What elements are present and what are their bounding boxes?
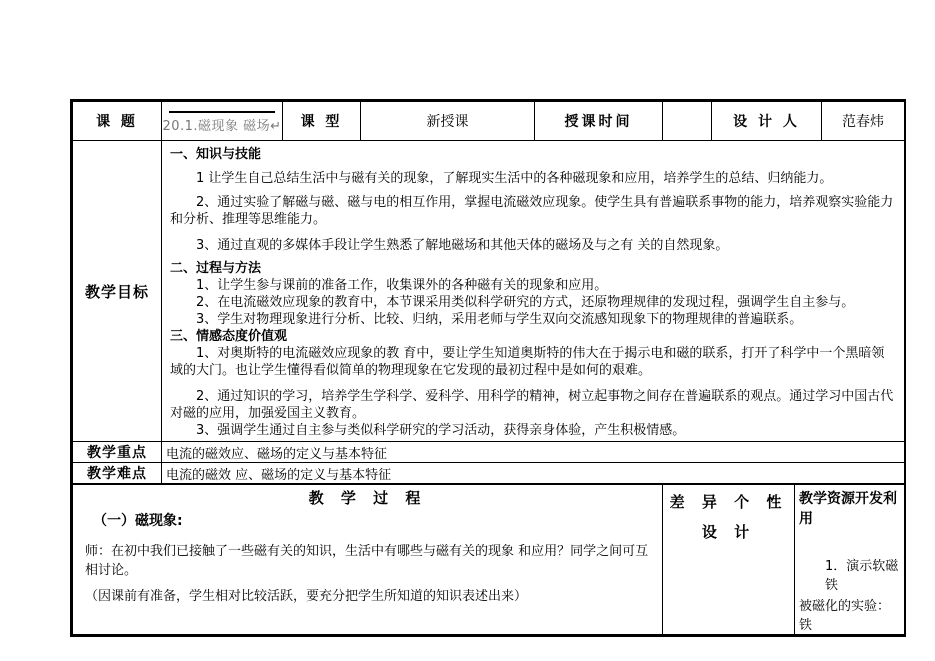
goals-section-2: 二、过程与方法 — [170, 261, 262, 276]
resources-line: 被磁化的实验：铁 — [799, 599, 891, 633]
resources-title: 教学资源开发利用 — [799, 491, 897, 527]
goals-paragraph: 1、对奥斯特的电流磁效应现象的教 育中，要让学生知道奥斯特的伟大在于揭示电和磁的联系，打开了科学中一个黑暗领域的大门。也让学生懂得看似简单的物理现象在它发现的最初过程中是如何的艰难。 — [170, 346, 885, 378]
goals-content — [162, 141, 905, 442]
lesson-type-value: 新授课 — [361, 102, 535, 141]
differentiation-title-line2: 设 计 — [701, 523, 756, 541]
header-row — [73, 102, 905, 141]
goals-paragraph: 2、通过知识的学习，培养学生学科学、爱科学、用科学的精神，树立起事物之间存在普遍联系的观点。通过学习中国古代对磁的应用，加强爱国主义教育。 — [170, 389, 894, 421]
course-title-cell — [162, 102, 283, 141]
goals-paragraph: 3、强调学生通过自主参与类似科学研究的学习活动，获得亲身体验，产生积极情感。 — [196, 423, 686, 438]
goals-paragraph: 1 让学生自己总结生活中与磁有关的现象，了解现实生活中的各种磁现象和应用，培养学生的总结、归纳能力。 — [196, 171, 833, 186]
course-title: 20.1.磁现象 磁场↵ — [162, 118, 282, 134]
goals-label: 教学目标 — [73, 141, 162, 442]
resources-cell — [795, 485, 905, 635]
difficulties-value: 电流的磁效 应、磁场的定义与基本特征 — [162, 463, 905, 484]
key-points-value: 电流的磁效应、磁场的定义与基本特征 — [162, 442, 905, 463]
key-points-row — [73, 442, 905, 463]
difficulties-label: 教学难点 — [73, 463, 162, 484]
info-table — [72, 101, 905, 484]
teaching-time-label: 授课时间 — [535, 102, 663, 141]
key-points-label: 教学重点 — [73, 442, 162, 463]
differentiation-cell — [663, 485, 795, 635]
process-row — [73, 485, 905, 635]
designer-name: 范春炜 — [822, 102, 905, 141]
differentiation-title-line1: 差 异 个 性 — [669, 493, 788, 511]
resources-line: 1．演示软磁铁 — [825, 559, 899, 593]
goals-paragraph: 3、学生对物理现象进行分析、比较、归纳，采用老师与学生双向交流感知现象下的物理规律的普遍联系。 — [196, 312, 803, 327]
teaching-time-value — [663, 102, 712, 141]
process-teacher-line: 师：在初中我们已接触了一些磁有关的知识，生活中有哪些与磁有关的现象 和应用？同学之间可互相讨论。 — [85, 544, 649, 578]
lesson-type-label: 课 型 — [283, 102, 361, 141]
course-label: 课 题 — [73, 102, 162, 141]
difficulties-row — [73, 463, 905, 484]
goals-row — [73, 141, 905, 442]
process-note-line: （因课前有准备，学生相对比较活跃，要充分把学生所知道的知识表述出来） — [85, 589, 528, 604]
teaching-process-cell — [73, 485, 663, 635]
goals-paragraph: 2、在电流磁效应现象的教育中，本节课采用类似科学研究的方式，还原物理规律的发现过程，强调学生自主参与。 — [196, 295, 855, 310]
goals-paragraph: 2、通过实验了解磁与磁、磁与电的相互作用，掌握电流磁效应现象。使学生具有普遍联系事物的能力，培养观察实验能力和分析、推理等思维能力。 — [170, 195, 894, 227]
process-section-heading: （一）磁现象: — [93, 513, 183, 529]
goals-paragraph: 3、通过直观的多媒体手段让学生熟悉了解地磁场和其他天体的磁场及与之有 关的自然现象。 — [196, 238, 729, 253]
teaching-process-title: 教 学 过 程 — [308, 489, 427, 507]
goals-section-1: 一、知识与技能 — [170, 147, 262, 162]
designer-label: 设 计 人 — [712, 102, 822, 141]
goals-section-3: 三、情感态度价值观 — [170, 329, 288, 344]
lesson-plan-table — [70, 99, 906, 637]
goals-paragraph: 1、让学生参与课前的准备工作，收集课外的各种磁有关的现象和应用。 — [196, 278, 608, 293]
process-table — [72, 484, 905, 635]
title-overline — [169, 111, 275, 113]
